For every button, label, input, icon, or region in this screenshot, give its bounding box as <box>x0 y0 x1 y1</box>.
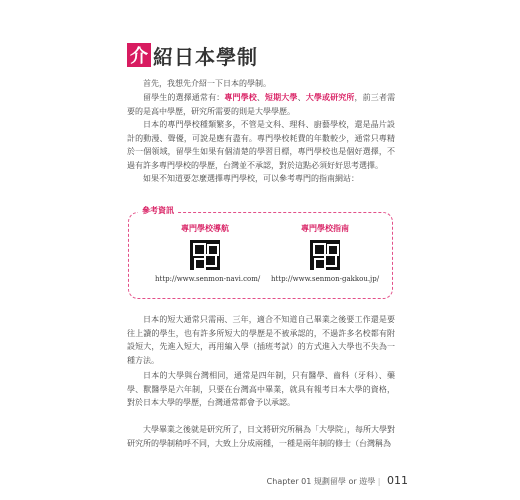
options-sep: 、 <box>297 93 306 102</box>
page-number: 011 <box>387 474 408 487</box>
reference-item-gakkou <box>270 223 380 283</box>
reference-label: 參考資訊 <box>138 205 178 216</box>
options-tail: ，前三者需要的是高中學歷，研究所需要的則是大學學歷。 <box>127 93 396 116</box>
option-university: 大學或研究所 <box>305 92 355 102</box>
paragraph-intro: 首先，我想先介紹一下日本的學制。 <box>143 79 271 88</box>
reference-title: 專門學校導航 <box>181 224 229 233</box>
reference-title: 專門學校指南 <box>301 224 349 233</box>
qr-code-icon <box>190 240 220 270</box>
option-junior-college: 短期大學 <box>265 92 298 102</box>
footer-title: 規劃留學 or 遊學 <box>313 477 376 486</box>
options-lead: 留學生的選擇通常有： <box>143 93 225 102</box>
paragraph-graduate: 大學畢業之後就是研究所了，日文將研究所稱為「大學院」，每所大學對研究所的學制稍呼不同，大致上分成兩種，一種是兩年制的修士（台灣稱為 <box>127 425 395 448</box>
footer-chapter: Chapter 01 <box>266 477 312 486</box>
footer-divider: | <box>377 477 381 486</box>
paragraph-options <box>127 91 395 118</box>
section-heading <box>127 42 258 68</box>
paragraph-vocational: 日本的專門學校種類繁多，不管是文科、理科、廚藝學校，還是晶片設計的動漫、聲優，可說是應有盡有。專門學校耗費的年數較少，通常只專精於一個領域，留學生如果有個清楚的學習目標，專門學校也是個好選擇，不過有許多專門學校的學歷，台灣並不承認，對於這點必須好好思考選擇。 <box>127 120 395 170</box>
heading-first-char: 介 <box>127 43 151 67</box>
qr-code-icon <box>310 240 340 270</box>
paragraph-university: 日本的大學與台灣相同，通常是四年制，只有醫學、齒科（牙科）、藥學、獸醫學是六年制，只要在台灣高中畢業，就具有報考日本大學的資格，對於日本大學的學歷，台灣通常都會予以承認。 <box>127 371 395 407</box>
heading-text: 紹日本學制 <box>153 44 258 69</box>
reference-url[interactable]: http://www.senmon-gakkou.jp/ <box>270 275 380 283</box>
option-vocational: 專門學校 <box>224 92 257 102</box>
page-footer <box>267 474 408 487</box>
options-sep: 、 <box>256 93 266 102</box>
paragraph-guide: 如果不知道要怎麼選擇專門學校，可以參考專門的指南網站： <box>143 174 359 183</box>
reference-item-navi <box>155 223 261 283</box>
paragraph-junior-college: 日本的短大通常只需兩、三年，適合不知道自己畢業之後要工作還是要往上讀的學生，也有許多所短大的學歷是不被承認的，不過許多名校都有附設短大，先進入短大，再用編入學（插班考試）的方式進入大學也不失為一種方法。 <box>127 315 395 365</box>
reference-url[interactable]: http://www.senmon-navi.com/ <box>155 275 261 283</box>
